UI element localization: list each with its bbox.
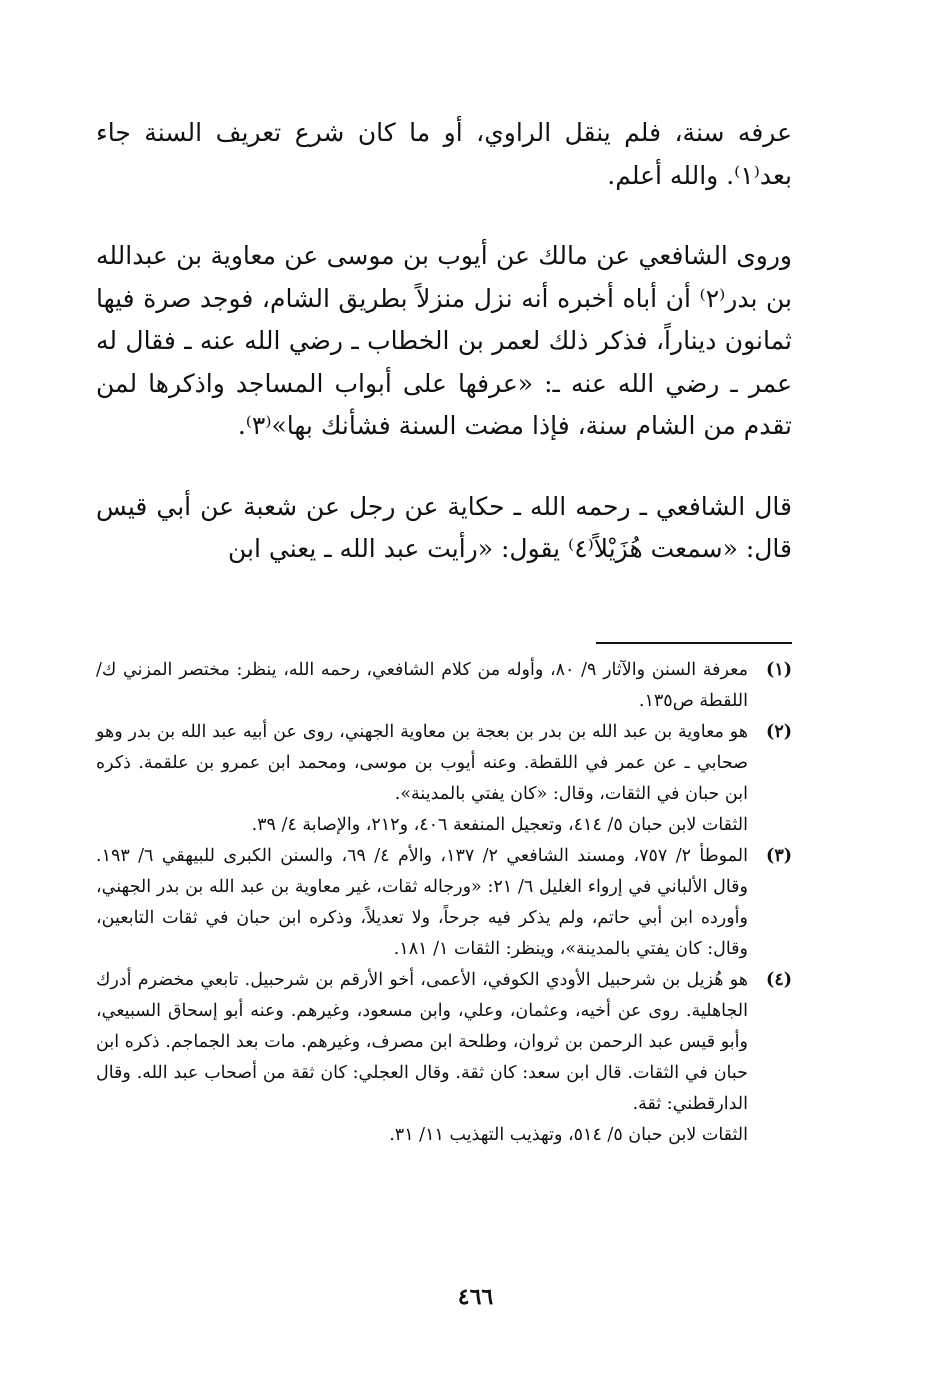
footnote-number: (٣)	[766, 846, 792, 866]
footnote-2	[96, 717, 792, 841]
footnote-text: معرفة السنن والآثار ٩/ ٨٠، وأوله من كلام الشافعي، رحمه الله، ينظر: مختصر المزني ك/ اللقطة ص١٣٥.	[96, 660, 748, 711]
paragraph-1: عرفه سنة، فلم ينقل الراوي، أو ما كان شرع تعريف السنة جاء بعد⁽١⁾. والله أعلم.	[96, 118, 792, 190]
footnote-text: الموطأ ٢/ ٧٥٧، ومسند الشافعي ٢/ ١٣٧، والأم ٤/ ٦٩، والسنن الكبرى للبيهقي ٦/ ١٩٣. وقال الألباني في إرواء الغليل ٦/ ٢١: «ورجاله ثقات، غير معاوية بن عبد الله بن بدر الجهني، وأورده ابن أبي حاتم، ولم يذكر فيه جرحاً، ولا تعديلاً، وذكره ابن حبان في ثقات التابعين، وقال: كان يفتي بالمدينة»، وينظر: الثقات ١/ ١٨١.	[96, 846, 748, 959]
footnote-separator	[596, 642, 792, 644]
footnote-number: (٢)	[766, 722, 792, 742]
footnote-4	[96, 965, 792, 1151]
footnote-text: هو معاوية بن عبد الله بن بدر بن بعجة بن معاوية الجهني، روى عن أبيه عبد الله بن بدر وهو صحابي ـ عن عمر في اللقطة. وعنه أيوب بن موسى، ومحمد ابن عمرو بن علقمة. ذكره ابن حبان في الثقات، وقال: «كان يفتي بالمدينة».	[96, 722, 748, 804]
footnote-text: هو هُزيل بن شرحبيل الأودي الكوفي، الأعمى، أخو الأرقم بن شرحبيل. تابعي مخضرم أدرك الجاهلية. روى عن أخيه، وعثمان، وعلي، وابن مسعود، وغيرهم. وعنه أبو إسحاق السبيعي، وأبو قيس عبد الرحمن بن ثروان، وطلحة ابن مصرف، وغيرهم. مات بعد الجماجم. ذكره ابن حبان في الثقات. قال ابن سعد: كان ثقة. وقال العجلي: كان ثقة من أصحاب عبد الله. وقال الدارقطني: ثقة.	[96, 970, 748, 1114]
main-text	[96, 112, 792, 571]
footnotes	[96, 655, 792, 1151]
footnote-3	[96, 841, 792, 965]
footnote-number: (٤)	[766, 970, 792, 990]
footnote-1	[96, 655, 792, 717]
page-number: ٤٦٦	[457, 1284, 494, 1310]
footnote-source: الثقات لابن حبان ٥/ ٥١٤، وتهذيب التهذيب ١١/ ٣١.	[389, 1125, 748, 1145]
footnote-source: الثقات لابن حبان ٥/ ٤١٤، وتعجيل المنفعة ٤٠٦، و٢١٢، والإصابة ٤/ ٣٩.	[251, 815, 748, 835]
footnote-number: (١)	[766, 660, 792, 680]
paragraph-3: قال الشافعي ـ رحمه الله ـ حكاية عن رجل عن شعبة عن أبي قيس قال: «سمعت هُزَيْلاً⁽٤⁾ يقول: «رأيت عبد الله ـ يعني ابن	[96, 491, 792, 563]
paragraph-2: وروى الشافعي عن مالك عن أيوب بن موسى عن معاوية بن عبدالله بن بدر⁽٢⁾ أن أباه أخبره أنه نزل منزلاً بطريق الشام، فوجد صرة فيها ثمانون ديناراً، فذكر ذلك لعمر بن الخطاب ـ رضي الله عنه ـ فقال له عمر ـ رضي الله عنه ـ: «عرفها على أبواب المساجد واذكرها لمن تقدم من الشام سنة، فإذا مضت السنة فشأنك بها»⁽٣⁾.	[96, 241, 792, 440]
